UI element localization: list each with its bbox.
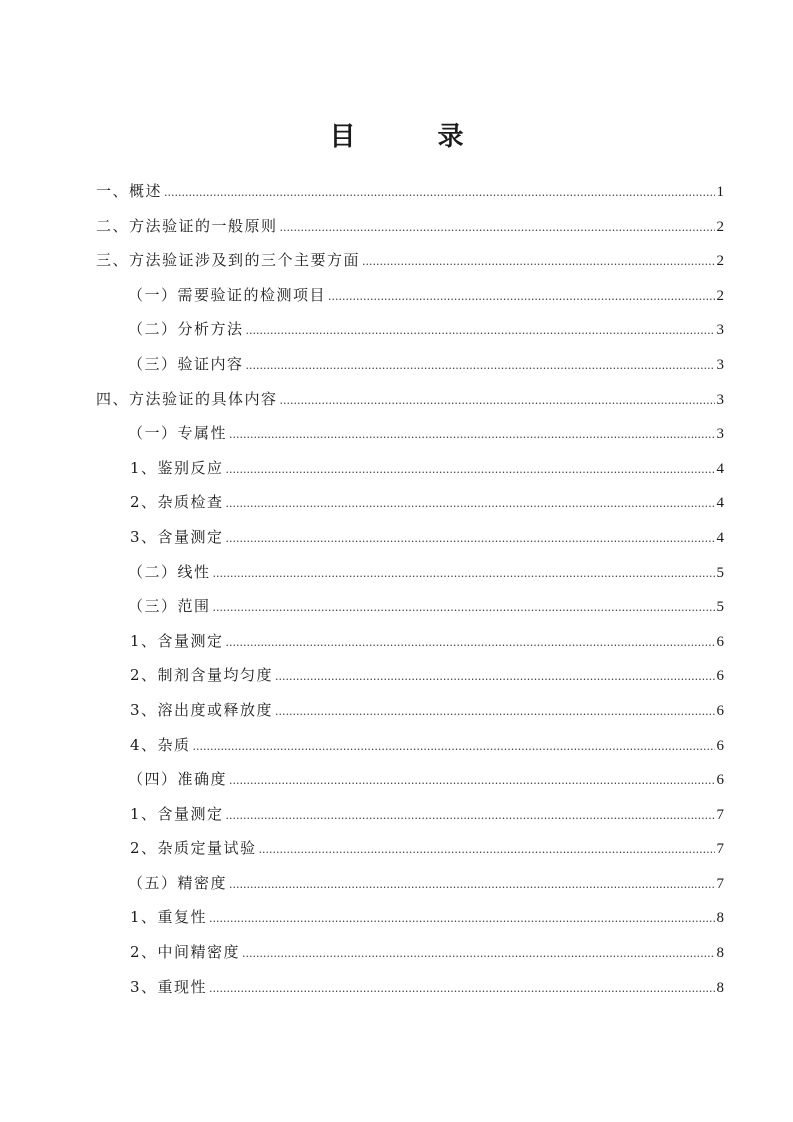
- toc-entry-label: 4、杂质: [130, 735, 191, 754]
- toc-entry[interactable]: [96, 664, 724, 699]
- toc-entry-label: （三）范围: [128, 597, 211, 616]
- toc-entry-page-number: 2: [716, 218, 724, 235]
- page-title: [0, 116, 793, 153]
- toc-entry-label: （三）验证内容: [128, 354, 244, 373]
- toc-leader-dots: [328, 290, 714, 303]
- toc-entry-page-number: 7: [716, 875, 724, 892]
- toc-entry-label: （一）需要验证的检测项目: [128, 285, 327, 304]
- toc-entry-label: 3、溶出度或释放度: [130, 700, 274, 719]
- toc-entry-page-number: 3: [716, 426, 724, 443]
- toc-entry-page-number: 6: [716, 633, 724, 650]
- toc-entry-page-number: 3: [716, 322, 724, 339]
- toc-entry-label: （五）精密度: [128, 873, 228, 892]
- toc-leader-dots: [242, 947, 714, 960]
- toc-entry[interactable]: [96, 284, 724, 319]
- toc-entry-page-number: 7: [716, 806, 724, 823]
- toc-leader-dots: [246, 359, 715, 372]
- toc-entry-page-number: 1: [716, 184, 724, 200]
- toc-entry-page-number: 3: [716, 356, 724, 373]
- toc-entry[interactable]: [96, 318, 724, 353]
- toc-entry-label: （二）线性: [128, 562, 211, 581]
- toc-entry[interactable]: [96, 249, 724, 284]
- toc-entry-label: （二）分析方法: [128, 320, 244, 339]
- toc-entry[interactable]: [96, 491, 724, 526]
- toc-entry[interactable]: [96, 941, 724, 976]
- toc-entry[interactable]: [96, 803, 724, 838]
- toc-entry-page-number: 4: [716, 529, 724, 546]
- toc-entry[interactable]: [96, 561, 724, 596]
- toc-leader-dots: [209, 982, 714, 995]
- toc-entry-label: 2、杂质检查: [130, 493, 224, 512]
- toc-entry[interactable]: [96, 526, 724, 561]
- title-char-2: 录: [437, 122, 464, 152]
- toc-entry[interactable]: [96, 388, 724, 423]
- toc-entry-label: 四、方法验证的具体内容: [96, 389, 278, 408]
- toc-entry-page-number: 6: [716, 702, 724, 719]
- toc-entry-page-number: 2: [716, 287, 724, 304]
- toc-entry-page-number: 8: [716, 910, 724, 927]
- toc-entry[interactable]: [96, 768, 724, 803]
- toc-leader-dots: [229, 774, 714, 787]
- toc-entry-page-number: 5: [716, 564, 724, 581]
- toc-entry-label: 三、方法验证涉及到的三个主要方面: [96, 251, 361, 270]
- toc-entry-page-number: 4: [716, 460, 724, 477]
- toc-entry[interactable]: [96, 872, 724, 907]
- toc-leader-dots: [275, 670, 714, 683]
- toc-leader-dots: [193, 740, 715, 753]
- toc-entry[interactable]: [96, 422, 724, 457]
- toc-entry[interactable]: [96, 734, 724, 769]
- toc-entry[interactable]: [96, 699, 724, 734]
- toc-entry-label: 1、含量测定: [130, 631, 224, 650]
- toc-leader-dots: [280, 394, 715, 407]
- toc-entry-label: 3、重现性: [130, 977, 208, 996]
- toc-entry[interactable]: [96, 215, 724, 250]
- toc-entry[interactable]: [96, 353, 724, 388]
- toc-leader-dots: [226, 636, 715, 649]
- toc-leader-dots: [164, 186, 714, 199]
- toc-entry-page-number: 6: [716, 772, 724, 789]
- toc-leader-dots: [246, 324, 715, 337]
- toc-entry-page-number: 7: [716, 841, 724, 858]
- toc-entry-label: 二、方法验证的一般原则: [96, 216, 278, 235]
- toc-leader-dots: [213, 601, 715, 614]
- toc-entry[interactable]: [96, 457, 724, 492]
- toc-entry-page-number: 6: [716, 737, 724, 754]
- toc-entry-page-number: 6: [716, 668, 724, 685]
- toc-leader-dots: [275, 705, 714, 718]
- table-of-contents: [96, 180, 724, 1010]
- toc-entry-label: 1、含量测定: [130, 804, 224, 823]
- toc-leader-dots: [362, 255, 714, 268]
- toc-entry[interactable]: [96, 837, 724, 872]
- toc-entry[interactable]: [96, 595, 724, 630]
- toc-entry-label: 一、概述: [96, 182, 163, 200]
- toc-entry-label: 2、杂质定量试验: [130, 839, 257, 858]
- toc-entry-page-number: 8: [716, 979, 724, 996]
- toc-entry-page-number: 4: [716, 495, 724, 512]
- title-char-1: 目: [329, 122, 356, 152]
- toc-entry[interactable]: [96, 976, 724, 1011]
- toc-entry-label: 1、重复性: [130, 908, 208, 927]
- toc-entry-page-number: 3: [716, 391, 724, 408]
- toc-leader-dots: [209, 912, 714, 925]
- toc-entry[interactable]: [96, 630, 724, 665]
- toc-leader-dots: [226, 463, 715, 476]
- toc-entry-page-number: 8: [716, 945, 724, 962]
- toc-leader-dots: [213, 567, 715, 580]
- toc-leader-dots: [229, 428, 714, 441]
- toc-leader-dots: [280, 221, 715, 234]
- toc-entry[interactable]: [96, 180, 724, 215]
- toc-leader-dots: [226, 809, 715, 822]
- toc-entry-label: （四）准确度: [128, 770, 228, 789]
- toc-leader-dots: [226, 497, 715, 510]
- toc-entry-page-number: 2: [716, 253, 724, 270]
- toc-entry-page-number: 5: [716, 599, 724, 616]
- toc-entry-label: 2、制剂含量均匀度: [130, 666, 274, 685]
- toc-entry-label: 3、含量测定: [130, 527, 224, 546]
- toc-leader-dots: [229, 878, 714, 891]
- toc-entry-label: 2、中间精密度: [130, 943, 241, 962]
- toc-entry-label: 1、鉴别反应: [130, 458, 224, 477]
- toc-entry-label: （一）专属性: [128, 424, 228, 443]
- toc-leader-dots: [259, 843, 715, 856]
- toc-leader-dots: [226, 532, 715, 545]
- toc-entry[interactable]: [96, 906, 724, 941]
